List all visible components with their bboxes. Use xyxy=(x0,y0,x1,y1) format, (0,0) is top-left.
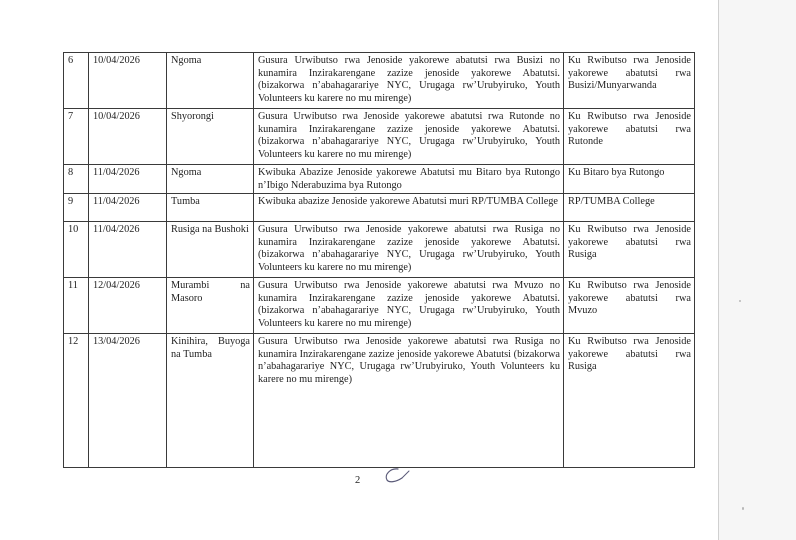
row-activity: Kwibuka abazize Jenoside yakorewe Abatutsi muri RP/TUMBA College xyxy=(254,194,564,222)
row-activity: Gusura Urwibutso rwa Jenoside yakorewe abatutsi rwa Mvuzo no kunamira Inzirakarengane zazize jenoside yakorewe Abatutsi. (bizakorwa n’abahagarariye NYC, Urugaga rw’Urubyiruko, Youth Volunteers ku karere no mu mirenge) xyxy=(254,278,564,334)
table-row xyxy=(64,109,695,165)
table-row xyxy=(64,194,695,222)
table-row xyxy=(64,165,695,194)
scan-speck xyxy=(739,300,741,302)
row-place: Murambi na Masoro xyxy=(167,278,254,334)
table-row xyxy=(64,278,695,334)
row-date: 11/04/2026 xyxy=(89,165,167,194)
table-row xyxy=(64,334,695,468)
row-place: Shyorongi xyxy=(167,109,254,165)
row-date: 11/04/2026 xyxy=(89,194,167,222)
row-location: Ku Rwibutso rwa Jenoside yakorewe abatutsi rwa Rusiga xyxy=(564,334,695,468)
row-place: Kinihira, Buyoga na Tumba xyxy=(167,334,254,468)
row-date: 10/04/2026 xyxy=(89,109,167,165)
row-activity: Gusura Urwibutso rwa Jenoside yakorewe abatutsi rwa Busizi no kunamira Inzirakarengane zazize jenoside yakorewe Abatutsi. (bizakorwa n’abahagarariye NYC, Urugaga rw’Urubyiruko, Youth Volunteers ku karere no mu mirenge) xyxy=(254,53,564,109)
row-activity: Gusura Urwibutso rwa Jenoside yakorewe abatutsi rwa Rusiga no kunamira Inzirakarengane zazize jenoside yakorewe Abatutsi. (bizakorwa n’abahagarariye NYC, Urugaga rw’Urubyiruko, Youth Volunteers ku karere no mu mirenge) xyxy=(254,222,564,278)
row-number: 11 xyxy=(64,278,89,334)
row-location: Ku Rwibutso rwa Jenoside yakorewe abatutsi rwa Rusiga xyxy=(564,222,695,278)
row-date: 13/04/2026 xyxy=(89,334,167,468)
row-place: Tumba xyxy=(167,194,254,222)
row-location: Ku Rwibutso rwa Jenoside yakorewe abatutsi rwa Mvuzo xyxy=(564,278,695,334)
page-number: 2 xyxy=(355,475,361,486)
row-date: 12/04/2026 xyxy=(89,278,167,334)
row-date: 11/04/2026 xyxy=(89,222,167,278)
row-activity: Kwibuka Abazize Jenoside yakorewe Abatutsi mu Bitaro bya Rutongo n’Ibigo Nderabuzima bya Rutongo xyxy=(254,165,564,194)
row-location: Ku Rwibutso rwa Jenoside yakorewe abatutsi rwa Busizi/Munyarwanda xyxy=(564,53,695,109)
row-location: RP/TUMBA College xyxy=(564,194,695,222)
row-number: 9 xyxy=(64,194,89,222)
row-number: 6 xyxy=(64,53,89,109)
row-location: Ku Rwibutso rwa Jenoside yakorewe abatutsi rwa Rutonde xyxy=(564,109,695,165)
row-number: 7 xyxy=(64,109,89,165)
scan-speck xyxy=(742,507,744,510)
scan-margin xyxy=(719,0,796,540)
row-place: Ngoma xyxy=(167,53,254,109)
row-activity: Gusura Urwibutso rwa Jenoside yakorewe abatutsi rwa Rutonde no kunamira Inzirakarengane zazize jenoside yakorewe Abatutsi. (bizakorwa n’abahagarariye NYC, Urugaga rw’Urubyiruko, Youth Volunteers ku karere no mu mirenge) xyxy=(254,109,564,165)
row-number: 12 xyxy=(64,334,89,468)
row-number: 8 xyxy=(64,165,89,194)
row-location: Ku Bitaro bya Rutongo xyxy=(564,165,695,194)
row-place: Rusiga na Bushoki xyxy=(167,222,254,278)
table-row xyxy=(64,222,695,278)
table-row xyxy=(64,53,695,109)
row-number: 10 xyxy=(64,222,89,278)
row-activity: Gusura Urwibutso rwa Jenoside yakorewe abatutsi rwa Rusiga no kunamira Inzirakarengane zazize jenoside yakorewe Abatutsi (bizakorwa n’abahagarariye NYC, Urugaga rw’Urubyiruko, Youth Volunteers ku karere no mu mirenge) xyxy=(254,334,564,468)
row-place: Ngoma xyxy=(167,165,254,194)
row-date: 10/04/2026 xyxy=(89,53,167,109)
commemoration-schedule-table xyxy=(63,52,695,468)
handwritten-initial-mark xyxy=(380,465,412,487)
